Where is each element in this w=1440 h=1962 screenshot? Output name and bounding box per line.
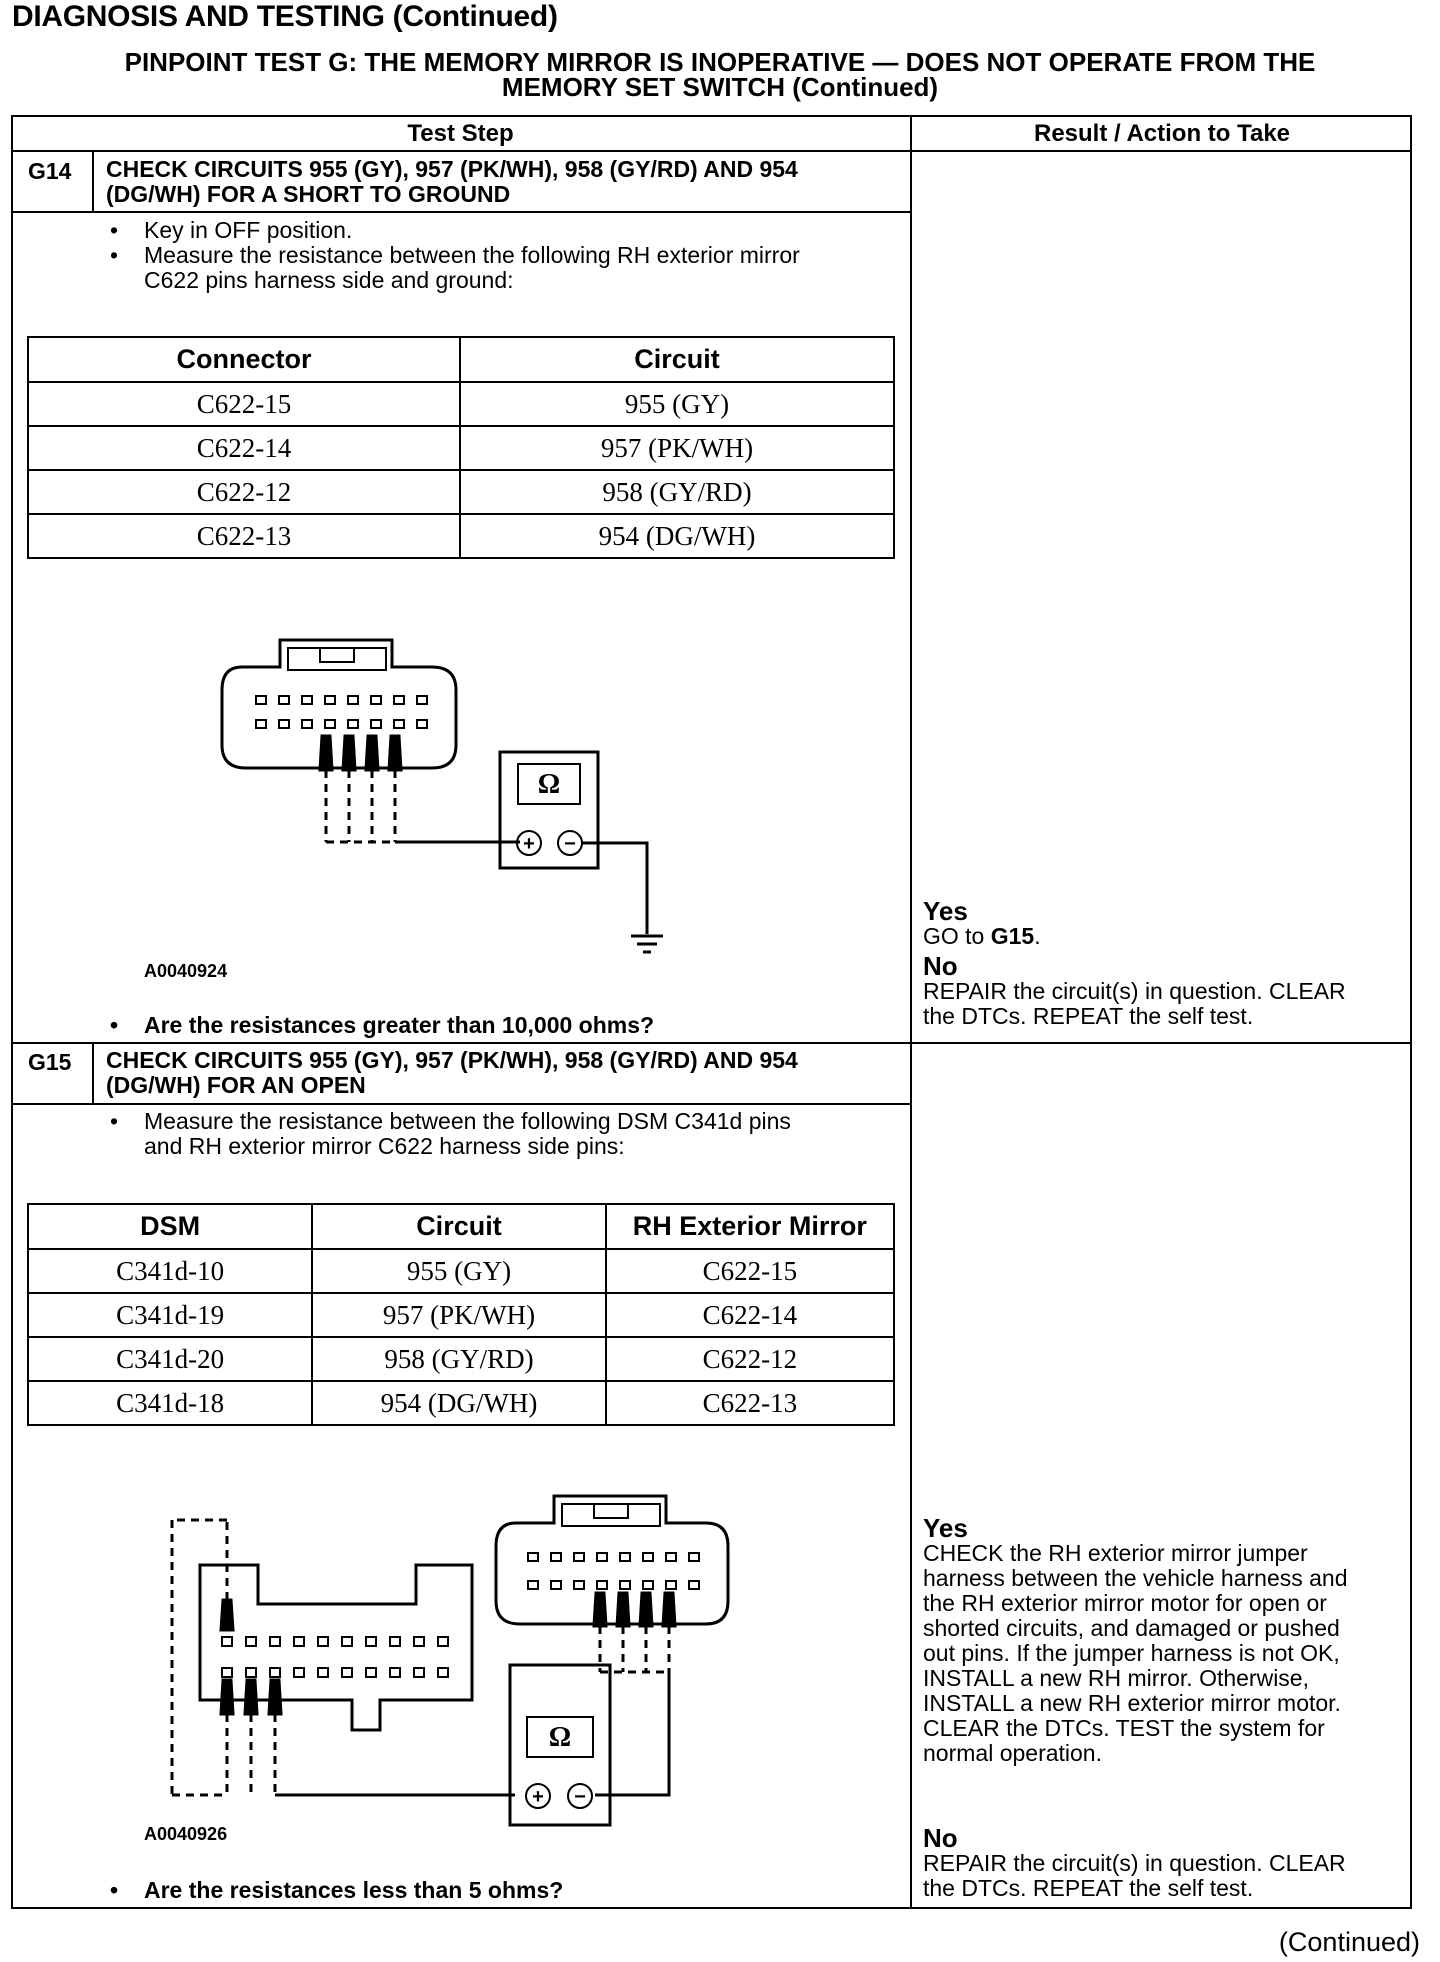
g14-bullet-2: • Measure the resistance between the following RH exterior mirror C622 pins harness side and ground:: [110, 242, 800, 293]
plus-sign: +: [532, 1786, 544, 1808]
table-row: C622-14 957 (PK/WH): [28, 426, 894, 470]
table-row: C341d-10 955 (GY) C622-15: [28, 1249, 894, 1293]
result-header: Result / Action to Take: [1033, 120, 1291, 147]
column-header: Circuit: [460, 337, 894, 382]
g15-step-title: CHECK CIRCUITS 955 (GY), 957 (PK/WH), 958 (GY/RD) AND 954 (DG/WH) FOR AN OPEN: [106, 1047, 798, 1098]
g15-figure-id: A0040926: [144, 1824, 228, 1844]
g15-result: Yes CHECK the RH exterior mirror jumper harness between the vehicle harness and the RH exterior mirror motor for open or shorted circuits, and damaged or pushed out pins. If the jumper harness is not OK, INSTALL a new RH mirror. Otherwise, INSTALL a new RH exterior mirror motor. CLEAR the DTCs. TEST the system for normal operation.: [923, 1513, 1348, 1766]
page-title: DIAGNOSIS AND TESTING (Continued): [12, 0, 558, 33]
c341d-pin-rows: [222, 1637, 448, 1677]
g15-step-id: G15: [28, 1049, 72, 1075]
g14-yes-label: Yes: [923, 896, 968, 926]
g15-no-result: No REPAIR the circuit(s) in question. CLEAR the DTCs. REPEAT the self test.: [923, 1823, 1346, 1901]
g15-question: • Are the resistances less than 5 ohms?: [110, 1877, 564, 1903]
table-row: C622-13 954 (DG/WH): [28, 514, 894, 558]
column-header: RH Exterior Mirror: [606, 1204, 894, 1249]
g15-no-label: No: [923, 1823, 958, 1853]
c341d-probe-leads: [172, 1520, 515, 1795]
minus-sign: −: [574, 1786, 586, 1808]
column-header: Circuit: [312, 1204, 605, 1249]
continued-label: (Continued): [1278, 1927, 1420, 1957]
g14-question: • Are the resistances greater than 10,000 ohms?: [110, 1012, 655, 1038]
g15-ohm-symbol: Ω: [548, 1722, 572, 1753]
minus-sign: −: [564, 833, 576, 855]
subtitle-line-2: MEMORY SET SWITCH (Continued): [501, 72, 939, 102]
test-step-header: Test Step: [407, 120, 514, 147]
g14-yes-action: GO to G15.: [923, 923, 1041, 949]
g14-no-label: No: [923, 951, 958, 981]
column-header: Connector: [28, 337, 460, 382]
table-row: C341d-18 954 (DG/WH) C622-13: [28, 1381, 894, 1425]
table-row: C622-15 955 (GY): [28, 382, 894, 426]
g14-bullet-1: • Key in OFF position.: [110, 217, 353, 243]
c622-pin-rows-2: [528, 1553, 699, 1589]
g14-figure-id: A0040924: [144, 961, 228, 981]
g14-result: Yes GO to G15. No REPAIR the circuit(s) in question. CLEAR the DTCs. REPEAT the self test.: [923, 896, 1346, 1029]
table-row: C622-12 958 (GY/RD): [28, 470, 894, 514]
g15-yes-label: Yes: [923, 1513, 968, 1543]
g15-bullet-1: • Measure the resistance between the following DSM C341d pins and RH exterior mirror C622 harness side pins:: [110, 1108, 791, 1159]
g14-step-title: CHECK CIRCUITS 955 (GY), 957 (PK/WH), 958 (GY/RD) AND 954 (DG/WH) FOR A SHORT TO GROUND: [106, 156, 798, 207]
subtitle-line-1: PINPOINT TEST G: THE MEMORY MIRROR IS INOPERATIVE — DOES NOT OPERATE FROM THE: [124, 47, 1316, 77]
column-header: DSM: [28, 1204, 312, 1249]
plus-sign: +: [523, 833, 535, 855]
g14-step-id: G14: [28, 158, 72, 184]
table-row: C341d-20 958 (GY/RD) C622-12: [28, 1337, 894, 1381]
c341d-connector-shape: [200, 1565, 472, 1730]
g14-ohm-symbol: Ω: [537, 769, 561, 800]
table-row: C341d-19 957 (PK/WH) C622-14: [28, 1293, 894, 1337]
